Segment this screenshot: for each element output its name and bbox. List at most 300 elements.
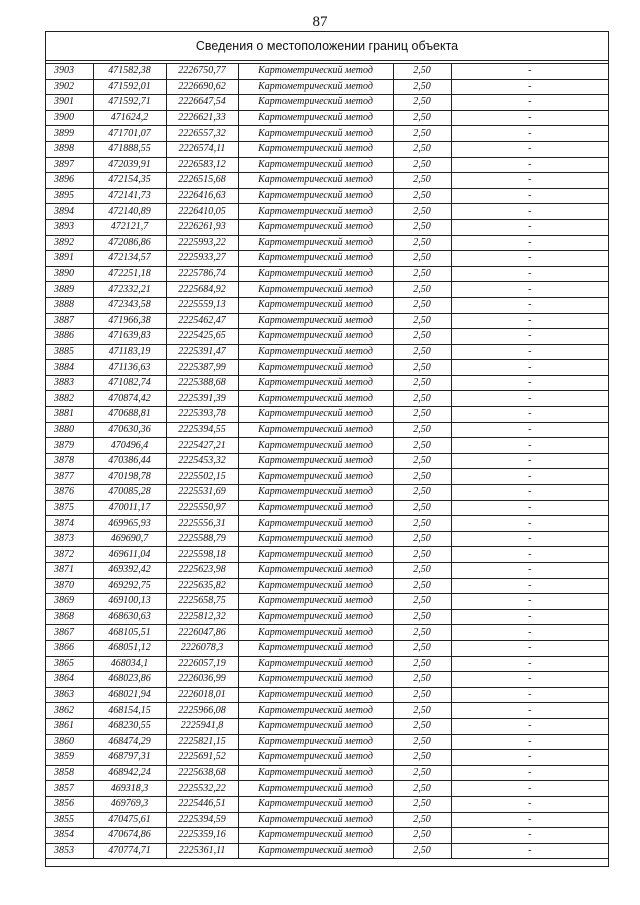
x-coordinate-cell: 472121,7 <box>93 219 166 235</box>
accuracy-cell: 2,50 <box>393 329 451 345</box>
x-coordinate-cell: 471592,01 <box>93 79 166 95</box>
method-cell: Картометрический метод <box>238 422 393 438</box>
y-coordinate-cell: 2226574,11 <box>166 141 238 157</box>
point-number-cell: 3868 <box>46 609 93 625</box>
accuracy-cell: 2,50 <box>393 672 451 688</box>
note-cell: - <box>451 422 608 438</box>
note-cell: - <box>451 485 608 501</box>
x-coordinate-cell: 471701,07 <box>93 126 166 142</box>
accuracy-cell: 2,50 <box>393 656 451 672</box>
accuracy-cell: 2,50 <box>393 407 451 423</box>
point-number-cell: 3875 <box>46 500 93 516</box>
point-number-cell: 3853 <box>46 843 93 859</box>
note-cell: - <box>451 843 608 859</box>
note-cell: - <box>451 110 608 126</box>
point-number-cell: 3854 <box>46 828 93 844</box>
point-number-cell: 3903 <box>46 64 93 80</box>
method-cell: Картометрический метод <box>238 531 393 547</box>
point-number-cell: 3896 <box>46 173 93 189</box>
table-row <box>46 843 608 859</box>
table-row <box>46 79 608 95</box>
accuracy-cell: 2,50 <box>393 391 451 407</box>
accuracy-cell: 2,50 <box>393 796 451 812</box>
y-coordinate-cell: 2225941,8 <box>166 718 238 734</box>
note-cell: - <box>451 313 608 329</box>
x-coordinate-cell: 470674,86 <box>93 828 166 844</box>
accuracy-cell: 2,50 <box>393 438 451 454</box>
method-cell: Картометрический метод <box>238 563 393 579</box>
method-cell: Картометрический метод <box>238 95 393 111</box>
x-coordinate-cell: 472154,35 <box>93 173 166 189</box>
method-cell: Картометрический метод <box>238 625 393 641</box>
point-number-cell: 3864 <box>46 672 93 688</box>
method-cell: Картометрический метод <box>238 578 393 594</box>
method-cell: Картометрический метод <box>238 64 393 80</box>
y-coordinate-cell: 2226557,32 <box>166 126 238 142</box>
point-number-cell: 3883 <box>46 375 93 391</box>
table-row <box>46 360 608 376</box>
x-coordinate-cell: 469318,3 <box>93 781 166 797</box>
method-cell: Картометрический метод <box>238 188 393 204</box>
table-row <box>46 672 608 688</box>
method-cell: Картометрический метод <box>238 812 393 828</box>
table-row <box>46 765 608 781</box>
accuracy-cell: 2,50 <box>393 485 451 501</box>
y-coordinate-cell: 2225502,15 <box>166 469 238 485</box>
y-coordinate-cell: 2225391,47 <box>166 344 238 360</box>
point-number-cell: 3855 <box>46 812 93 828</box>
note-cell: - <box>451 188 608 204</box>
point-number-cell: 3861 <box>46 718 93 734</box>
method-cell: Картометрический метод <box>238 313 393 329</box>
y-coordinate-cell: 2225394,55 <box>166 422 238 438</box>
point-number-cell: 3884 <box>46 360 93 376</box>
table-row <box>46 235 608 251</box>
x-coordinate-cell: 471888,55 <box>93 141 166 157</box>
table-row <box>46 64 608 80</box>
point-number-cell: 3874 <box>46 516 93 532</box>
x-coordinate-cell: 469965,93 <box>93 516 166 532</box>
accuracy-cell: 2,50 <box>393 734 451 750</box>
table-row <box>46 625 608 641</box>
method-cell: Картометрический метод <box>238 703 393 719</box>
accuracy-cell: 2,50 <box>393 297 451 313</box>
table-row <box>46 656 608 672</box>
point-number-cell: 3893 <box>46 219 93 235</box>
y-coordinate-cell: 2225359,16 <box>166 828 238 844</box>
y-coordinate-cell: 2226078,3 <box>166 640 238 656</box>
accuracy-cell: 2,50 <box>393 313 451 329</box>
point-number-cell: 3889 <box>46 282 93 298</box>
accuracy-cell: 2,50 <box>393 219 451 235</box>
note-cell: - <box>451 687 608 703</box>
point-number-cell: 3898 <box>46 141 93 157</box>
x-coordinate-cell: 471639,83 <box>93 329 166 345</box>
table-row <box>46 422 608 438</box>
y-coordinate-cell: 2226621,33 <box>166 110 238 126</box>
method-cell: Картометрический метод <box>238 157 393 173</box>
point-number-cell: 3891 <box>46 251 93 267</box>
point-number-cell: 3880 <box>46 422 93 438</box>
x-coordinate-cell: 468797,31 <box>93 750 166 766</box>
y-coordinate-cell: 2226750,77 <box>166 64 238 80</box>
point-number-cell: 3858 <box>46 765 93 781</box>
note-cell: - <box>451 360 608 376</box>
accuracy-cell: 2,50 <box>393 640 451 656</box>
y-coordinate-cell: 2226410,05 <box>166 204 238 220</box>
method-cell: Картометрический метод <box>238 438 393 454</box>
accuracy-cell: 2,50 <box>393 843 451 859</box>
method-cell: Картометрический метод <box>238 344 393 360</box>
x-coordinate-cell: 470475,61 <box>93 812 166 828</box>
accuracy-cell: 2,50 <box>393 563 451 579</box>
method-cell: Картометрический метод <box>238 656 393 672</box>
note-cell: - <box>451 173 608 189</box>
note-cell: - <box>451 828 608 844</box>
table-row <box>46 251 608 267</box>
y-coordinate-cell: 2225559,13 <box>166 297 238 313</box>
table-row <box>46 141 608 157</box>
method-cell: Картометрический метод <box>238 765 393 781</box>
method-cell: Картометрический метод <box>238 110 393 126</box>
point-number-cell: 3897 <box>46 157 93 173</box>
note-cell: - <box>451 500 608 516</box>
note-cell: - <box>451 251 608 267</box>
accuracy-cell: 2,50 <box>393 781 451 797</box>
x-coordinate-cell: 470630,36 <box>93 422 166 438</box>
x-coordinate-cell: 468154,15 <box>93 703 166 719</box>
table-row <box>46 734 608 750</box>
y-coordinate-cell: 2225635,82 <box>166 578 238 594</box>
note-cell: - <box>451 64 608 80</box>
y-coordinate-cell: 2226647,54 <box>166 95 238 111</box>
accuracy-cell: 2,50 <box>393 812 451 828</box>
method-cell: Картометрический метод <box>238 516 393 532</box>
accuracy-cell: 2,50 <box>393 344 451 360</box>
table-row <box>46 718 608 734</box>
method-cell: Картометрический метод <box>238 126 393 142</box>
table-row <box>46 157 608 173</box>
x-coordinate-cell: 469100,13 <box>93 594 166 610</box>
note-cell: - <box>451 672 608 688</box>
note-cell: - <box>451 703 608 719</box>
table-row <box>46 796 608 812</box>
note-cell: - <box>451 141 608 157</box>
accuracy-cell: 2,50 <box>393 765 451 781</box>
x-coordinate-cell: 472141,73 <box>93 188 166 204</box>
table-row <box>46 438 608 454</box>
note-cell: - <box>451 594 608 610</box>
point-number-cell: 3892 <box>46 235 93 251</box>
method-cell: Картометрический метод <box>238 640 393 656</box>
table-row <box>46 95 608 111</box>
x-coordinate-cell: 471136,63 <box>93 360 166 376</box>
x-coordinate-cell: 470011,17 <box>93 500 166 516</box>
accuracy-cell: 2,50 <box>393 687 451 703</box>
method-cell: Картометрический метод <box>238 219 393 235</box>
method-cell: Картометрический метод <box>238 79 393 95</box>
y-coordinate-cell: 2225391,39 <box>166 391 238 407</box>
accuracy-cell: 2,50 <box>393 625 451 641</box>
method-cell: Картометрический метод <box>238 173 393 189</box>
y-coordinate-cell: 2226018,01 <box>166 687 238 703</box>
x-coordinate-cell: 470874,42 <box>93 391 166 407</box>
method-cell: Картометрический метод <box>238 282 393 298</box>
x-coordinate-cell: 470085,28 <box>93 485 166 501</box>
table-row <box>46 563 608 579</box>
table-row <box>46 578 608 594</box>
point-number-cell: 3877 <box>46 469 93 485</box>
table-row <box>46 329 608 345</box>
table-row <box>46 469 608 485</box>
table-row <box>46 781 608 797</box>
y-coordinate-cell: 2225387,99 <box>166 360 238 376</box>
accuracy-cell: 2,50 <box>393 750 451 766</box>
table-row <box>46 344 608 360</box>
x-coordinate-cell: 472332,21 <box>93 282 166 298</box>
point-number-cell: 3859 <box>46 750 93 766</box>
x-coordinate-cell: 468051,12 <box>93 640 166 656</box>
point-number-cell: 3888 <box>46 297 93 313</box>
note-cell: - <box>451 750 608 766</box>
y-coordinate-cell: 2226047,86 <box>166 625 238 641</box>
y-coordinate-cell: 2225531,69 <box>166 485 238 501</box>
method-cell: Картометрический метод <box>238 828 393 844</box>
x-coordinate-cell: 472039,91 <box>93 157 166 173</box>
x-coordinate-cell: 471624,2 <box>93 110 166 126</box>
x-coordinate-cell: 469611,04 <box>93 547 166 563</box>
accuracy-cell: 2,50 <box>393 594 451 610</box>
note-cell: - <box>451 640 608 656</box>
method-cell: Картометрический метод <box>238 750 393 766</box>
table-row <box>46 516 608 532</box>
table-row <box>46 500 608 516</box>
sheet-title: Сведения о местоположении границ объекта <box>46 32 608 61</box>
method-cell: Картометрический метод <box>238 718 393 734</box>
y-coordinate-cell: 2225453,32 <box>166 453 238 469</box>
point-number-cell: 3899 <box>46 126 93 142</box>
table-row <box>46 407 608 423</box>
point-number-cell: 3882 <box>46 391 93 407</box>
method-cell: Картометрический метод <box>238 547 393 563</box>
accuracy-cell: 2,50 <box>393 126 451 142</box>
accuracy-cell: 2,50 <box>393 828 451 844</box>
table-row <box>46 188 608 204</box>
note-cell: - <box>451 796 608 812</box>
y-coordinate-cell: 2225556,31 <box>166 516 238 532</box>
x-coordinate-cell: 470386,44 <box>93 453 166 469</box>
note-cell: - <box>451 453 608 469</box>
point-number-cell: 3895 <box>46 188 93 204</box>
note-cell: - <box>451 79 608 95</box>
point-number-cell: 3872 <box>46 547 93 563</box>
x-coordinate-cell: 468021,94 <box>93 687 166 703</box>
note-cell: - <box>451 781 608 797</box>
x-coordinate-cell: 470774,71 <box>93 843 166 859</box>
y-coordinate-cell: 2225623,98 <box>166 563 238 579</box>
table-row <box>46 703 608 719</box>
method-cell: Картометрический метод <box>238 672 393 688</box>
point-number-cell: 3887 <box>46 313 93 329</box>
y-coordinate-cell: 2225966,08 <box>166 703 238 719</box>
accuracy-cell: 2,50 <box>393 500 451 516</box>
y-coordinate-cell: 2225361,11 <box>166 843 238 859</box>
note-cell: - <box>451 656 608 672</box>
x-coordinate-cell: 472134,57 <box>93 251 166 267</box>
point-number-cell: 3902 <box>46 79 93 95</box>
accuracy-cell: 2,50 <box>393 422 451 438</box>
accuracy-cell: 2,50 <box>393 266 451 282</box>
x-coordinate-cell: 472140,89 <box>93 204 166 220</box>
x-coordinate-cell: 472343,58 <box>93 297 166 313</box>
y-coordinate-cell: 2225812,32 <box>166 609 238 625</box>
method-cell: Картометрический метод <box>238 453 393 469</box>
method-cell: Картометрический метод <box>238 609 393 625</box>
note-cell: - <box>451 578 608 594</box>
x-coordinate-cell: 468630,63 <box>93 609 166 625</box>
accuracy-cell: 2,50 <box>393 173 451 189</box>
note-cell: - <box>451 266 608 282</box>
point-number-cell: 3878 <box>46 453 93 469</box>
accuracy-cell: 2,50 <box>393 64 451 80</box>
method-cell: Картометрический метод <box>238 469 393 485</box>
x-coordinate-cell: 472251,18 <box>93 266 166 282</box>
accuracy-cell: 2,50 <box>393 188 451 204</box>
table-row <box>46 204 608 220</box>
table-row <box>46 375 608 391</box>
point-number-cell: 3863 <box>46 687 93 703</box>
coordinates-table-body <box>46 64 608 859</box>
table-row <box>46 391 608 407</box>
note-cell: - <box>451 812 608 828</box>
y-coordinate-cell: 2225691,52 <box>166 750 238 766</box>
y-coordinate-cell: 2226583,12 <box>166 157 238 173</box>
accuracy-cell: 2,50 <box>393 251 451 267</box>
point-number-cell: 3866 <box>46 640 93 656</box>
x-coordinate-cell: 472086,86 <box>93 235 166 251</box>
table-row <box>46 266 608 282</box>
x-coordinate-cell: 471582,38 <box>93 64 166 80</box>
y-coordinate-cell: 2226515,68 <box>166 173 238 189</box>
method-cell: Картометрический метод <box>238 375 393 391</box>
method-cell: Картометрический метод <box>238 266 393 282</box>
y-coordinate-cell: 2225394,59 <box>166 812 238 828</box>
y-coordinate-cell: 2225933,27 <box>166 251 238 267</box>
table-row <box>46 687 608 703</box>
note-cell: - <box>451 95 608 111</box>
y-coordinate-cell: 2225550,97 <box>166 500 238 516</box>
y-coordinate-cell: 2225462,47 <box>166 313 238 329</box>
x-coordinate-cell: 470688,81 <box>93 407 166 423</box>
method-cell: Картометрический метод <box>238 843 393 859</box>
coordinates-table <box>46 63 608 859</box>
y-coordinate-cell: 2225684,92 <box>166 282 238 298</box>
y-coordinate-cell: 2225532,22 <box>166 781 238 797</box>
note-cell: - <box>451 235 608 251</box>
y-coordinate-cell: 2225425,65 <box>166 329 238 345</box>
method-cell: Картометрический метод <box>238 360 393 376</box>
point-number-cell: 3856 <box>46 796 93 812</box>
note-cell: - <box>451 438 608 454</box>
x-coordinate-cell: 468474,29 <box>93 734 166 750</box>
table-row <box>46 828 608 844</box>
x-coordinate-cell: 468023,86 <box>93 672 166 688</box>
method-cell: Картометрический метод <box>238 796 393 812</box>
accuracy-cell: 2,50 <box>393 282 451 298</box>
note-cell: - <box>451 375 608 391</box>
y-coordinate-cell: 2225598,18 <box>166 547 238 563</box>
point-number-cell: 3869 <box>46 594 93 610</box>
accuracy-cell: 2,50 <box>393 578 451 594</box>
method-cell: Картометрический метод <box>238 329 393 345</box>
method-cell: Картометрический метод <box>238 687 393 703</box>
y-coordinate-cell: 2225638,68 <box>166 765 238 781</box>
point-number-cell: 3867 <box>46 625 93 641</box>
accuracy-cell: 2,50 <box>393 110 451 126</box>
note-cell: - <box>451 734 608 750</box>
note-cell: - <box>451 407 608 423</box>
method-cell: Картометрический метод <box>238 391 393 407</box>
y-coordinate-cell: 2226416,63 <box>166 188 238 204</box>
note-cell: - <box>451 531 608 547</box>
note-cell: - <box>451 563 608 579</box>
x-coordinate-cell: 471966,38 <box>93 313 166 329</box>
accuracy-cell: 2,50 <box>393 375 451 391</box>
method-cell: Картометрический метод <box>238 500 393 516</box>
note-cell: - <box>451 516 608 532</box>
accuracy-cell: 2,50 <box>393 547 451 563</box>
point-number-cell: 3860 <box>46 734 93 750</box>
table-row <box>46 126 608 142</box>
table-row <box>46 297 608 313</box>
method-cell: Картометрический метод <box>238 594 393 610</box>
x-coordinate-cell: 468105,51 <box>93 625 166 641</box>
accuracy-cell: 2,50 <box>393 204 451 220</box>
x-coordinate-cell: 468230,55 <box>93 718 166 734</box>
table-row <box>46 453 608 469</box>
note-cell: - <box>451 391 608 407</box>
y-coordinate-cell: 2225393,78 <box>166 407 238 423</box>
table-row <box>46 313 608 329</box>
x-coordinate-cell: 471592,71 <box>93 95 166 111</box>
accuracy-cell: 2,50 <box>393 141 451 157</box>
point-number-cell: 3865 <box>46 656 93 672</box>
y-coordinate-cell: 2226057,19 <box>166 656 238 672</box>
table-row <box>46 640 608 656</box>
point-number-cell: 3886 <box>46 329 93 345</box>
note-cell: - <box>451 344 608 360</box>
x-coordinate-cell: 470496,4 <box>93 438 166 454</box>
point-number-cell: 3857 <box>46 781 93 797</box>
x-coordinate-cell: 468034,1 <box>93 656 166 672</box>
method-cell: Картометрический метод <box>238 734 393 750</box>
accuracy-cell: 2,50 <box>393 531 451 547</box>
accuracy-cell: 2,50 <box>393 718 451 734</box>
note-cell: - <box>451 547 608 563</box>
note-cell: - <box>451 297 608 313</box>
accuracy-cell: 2,50 <box>393 95 451 111</box>
accuracy-cell: 2,50 <box>393 469 451 485</box>
table-row <box>46 531 608 547</box>
y-coordinate-cell: 2225588,79 <box>166 531 238 547</box>
point-number-cell: 3901 <box>46 95 93 111</box>
point-number-cell: 3881 <box>46 407 93 423</box>
method-cell: Картометрический метод <box>238 407 393 423</box>
table-row <box>46 219 608 235</box>
accuracy-cell: 2,50 <box>393 703 451 719</box>
x-coordinate-cell: 471183,19 <box>93 344 166 360</box>
note-cell: - <box>451 329 608 345</box>
